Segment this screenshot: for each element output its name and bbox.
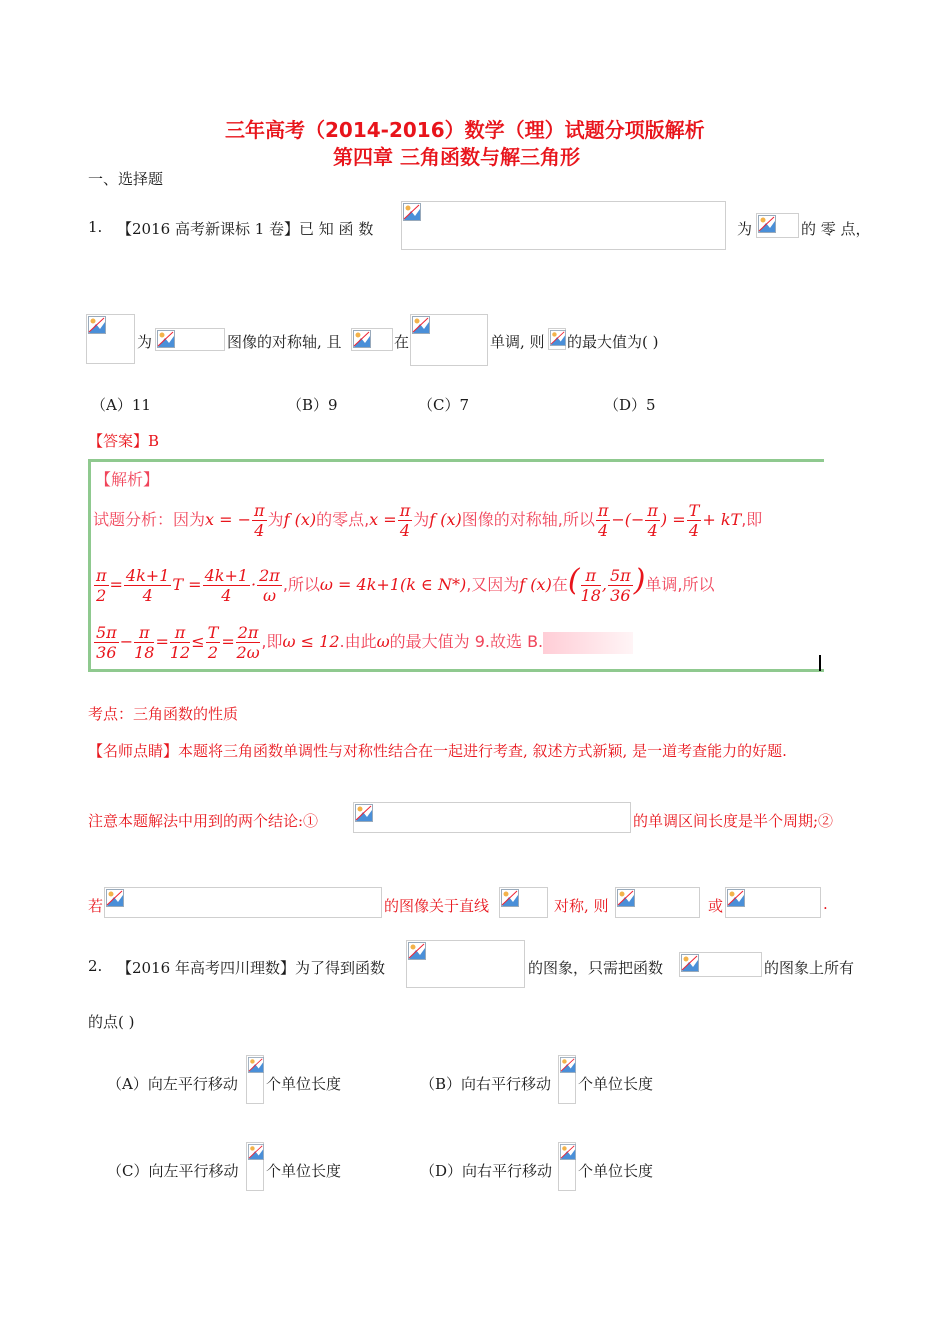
paren-right: ): [633, 563, 646, 598]
sol-text: 为: [267, 510, 284, 529]
numerator: 4k+1: [125, 566, 170, 585]
document-title: 三年高考（2014-2016）数学（理）试题分项版解析: [225, 118, 705, 142]
kaodian: 考点：三角函数的性质: [88, 705, 239, 723]
broken-image-icon: [617, 889, 635, 907]
fraction: [124, 566, 171, 605]
math-omega: ω: [376, 632, 390, 651]
q1-text-mono: 单调, 则: [490, 333, 545, 351]
q2-text-points: 的点( ): [88, 1013, 135, 1031]
formula-image-placeholder: [353, 802, 631, 833]
broken-image-icon: [88, 316, 106, 334]
formula-image-placeholder: [679, 952, 762, 977]
math-op: =: [221, 632, 235, 651]
math-fx: f (x): [519, 575, 552, 594]
q1-text-wei2: 为: [137, 333, 153, 351]
denominator: 4: [254, 521, 265, 540]
numerator: π: [597, 501, 609, 520]
sol-text: ,即: [261, 632, 283, 651]
formula-image-placeholder: [548, 328, 566, 350]
broken-image-icon: [560, 1144, 578, 1162]
numerator: 5π: [96, 623, 117, 642]
math-x2: x =: [369, 510, 397, 529]
denominator: 4: [221, 586, 232, 605]
formula-image-placeholder: [499, 887, 548, 918]
q2-source: 【2016 年高考四川理数】为了得到函数: [117, 959, 385, 977]
solution-line-1: [93, 498, 762, 542]
math-op: ≤: [191, 632, 205, 651]
denominator: 4: [688, 521, 700, 540]
broken-image-icon: [248, 1057, 266, 1075]
fraction: [596, 501, 611, 540]
q2-option-c[interactable]: （C）向左平行移动: [107, 1162, 239, 1180]
broken-image-icon: [403, 203, 421, 221]
broken-image-icon: [248, 1144, 266, 1162]
denominator: 18: [580, 586, 601, 605]
numerator: π: [134, 623, 154, 643]
formula-image-placeholder: [104, 887, 382, 918]
numerator: T: [688, 501, 700, 520]
q1-text-zai: 在: [394, 333, 410, 351]
note2-text-c: 对称, 则: [554, 897, 609, 915]
math-x: x = −: [205, 510, 252, 529]
broken-image-icon: [355, 804, 373, 822]
note1-text-b: 的单调区间长度是半个周期;②: [633, 812, 834, 830]
q1-text-wei: 为: [737, 220, 753, 238]
broken-image-icon: [412, 316, 430, 334]
fraction: [94, 623, 119, 662]
mingshi-note: 【名师点睛】本题将三角函数单调性与对称性结合在一起进行考查, 叙述方式新颖, 是一道考查能力的好题.: [88, 742, 787, 760]
broken-image-icon: [501, 889, 519, 907]
q1-answer: 【答案】B: [88, 432, 160, 450]
broken-image-icon: [106, 889, 124, 907]
formula-image-placeholder: [756, 213, 799, 238]
note2-text-d: 或: [708, 897, 724, 915]
denominator: 4: [647, 521, 658, 540]
math-op: ·: [251, 575, 257, 594]
fraction: [206, 623, 221, 662]
math-op: −(−: [611, 510, 645, 529]
fraction: [608, 566, 633, 605]
formula-image-placeholder: [246, 1055, 264, 1104]
sol-text: ,即: [741, 510, 763, 529]
note2-text-a: 若: [88, 897, 104, 915]
denominator: 4: [597, 521, 609, 540]
q2-option-d[interactable]: （D）向右平行移动: [420, 1162, 553, 1180]
fraction: [645, 501, 660, 540]
math-omega: ω = 4k+1(k ∈ N*): [319, 575, 467, 594]
numerator: 2π: [259, 566, 280, 585]
sol-text: 为: [413, 510, 430, 529]
fraction: [581, 566, 601, 605]
formula-image-placeholder: [351, 328, 393, 351]
numerator: 5π: [610, 566, 631, 585]
formula-image-placeholder: [401, 201, 726, 250]
denominator: 2: [96, 586, 107, 605]
math-op: =: [155, 632, 169, 651]
q1-option-b[interactable]: （B）9: [287, 396, 338, 414]
math-fx: f (x): [283, 510, 317, 529]
formula-image-placeholder: [406, 940, 525, 988]
note2-text-b: 的图像关于直线: [384, 897, 490, 915]
q2-option-a-unit: 个单位长度: [266, 1075, 342, 1093]
q1-text-max: 的最大值为( ): [567, 333, 659, 351]
sol-text: 的零点,: [316, 510, 370, 529]
q1-text-axis: 图像的对称轴, 且: [227, 333, 342, 351]
fraction: [170, 623, 190, 662]
q2-option-b[interactable]: （B）向右平行移动: [420, 1075, 552, 1093]
math-op: ) =: [660, 510, 686, 529]
fraction: [257, 566, 282, 605]
denominator: 4: [399, 521, 411, 540]
sol-text: ,又因为: [466, 575, 520, 594]
fraction: [398, 501, 413, 540]
sol-text: 单调,所以: [645, 575, 715, 594]
numerator: 4k+1: [204, 566, 249, 585]
sol-text: .由此: [339, 632, 377, 651]
broken-image-icon: [353, 330, 371, 348]
numerator: 2π: [237, 623, 259, 642]
denominator: 36: [610, 586, 631, 605]
formula-image-placeholder: [725, 887, 821, 918]
sol-text: 在: [551, 575, 568, 594]
formula-image-placeholder: [615, 887, 700, 918]
q2-option-b-unit: 个单位长度: [578, 1075, 654, 1093]
chapter-title: 第四章 三角函数与解三角形: [333, 145, 580, 169]
q1-text-zero: 的 零 点，: [801, 220, 871, 238]
denominator: 2: [207, 643, 219, 662]
formula-image-placeholder: [410, 314, 488, 366]
numerator: T: [207, 623, 219, 642]
formula-image-placeholder: [558, 1055, 576, 1104]
broken-image-icon: [560, 1057, 578, 1075]
denominator: 12: [169, 643, 191, 662]
fraction: [236, 623, 261, 662]
sol-text: 图像的对称轴,所以: [461, 510, 595, 529]
broken-image-icon: [408, 942, 426, 960]
q2-text-all: 的图象上所有: [764, 959, 855, 977]
fraction: [134, 623, 154, 662]
broken-image-icon: [157, 330, 175, 348]
numerator: π: [170, 623, 190, 643]
solution-line-2: [93, 559, 715, 603]
text-cursor: [819, 655, 821, 671]
math-fx: f (x): [429, 510, 462, 529]
denominator: 36: [96, 643, 117, 662]
q2-number: 2.: [88, 957, 103, 975]
math-op: T =: [172, 575, 202, 594]
paren-left: (: [567, 563, 580, 598]
numerator: π: [254, 501, 265, 520]
denominator: ω: [262, 586, 276, 605]
fraction: [94, 566, 109, 605]
note2-text-e: .: [823, 895, 828, 913]
numerator: π: [399, 501, 411, 520]
math-op: =: [109, 575, 123, 594]
sol-text: 的最大值为 9.故选 B.: [389, 632, 544, 651]
q1-number: 1.: [88, 218, 103, 236]
math-op: + kT: [702, 510, 742, 529]
comma: ,: [601, 575, 607, 594]
solution-line-3: [93, 620, 633, 664]
fraction: [252, 501, 267, 540]
note1-text: 注意本题解法中用到的两个结论:①: [88, 812, 319, 830]
q2-text-img: 的图象，只需把函数: [528, 959, 664, 977]
sol-text: 试题分析：因为: [93, 510, 206, 529]
numerator: π: [96, 566, 107, 585]
broken-image-icon: [758, 215, 776, 233]
section-heading: 一、选择题: [88, 170, 164, 188]
denominator: 2ω: [236, 643, 260, 662]
math-op: −: [119, 632, 134, 651]
numerator: π: [647, 501, 658, 520]
q2-option-c-unit: 个单位长度: [266, 1162, 342, 1180]
analysis-label: 【解析】: [95, 470, 160, 489]
formula-image-placeholder: [558, 1142, 576, 1191]
denominator: 4: [142, 586, 153, 605]
sol-text: ,所以: [282, 575, 320, 594]
fraction: [203, 566, 250, 605]
broken-image-icon: [727, 889, 745, 907]
formula-image-placeholder: [155, 328, 225, 351]
q2-option-d-unit: 个单位长度: [578, 1162, 654, 1180]
formula-image-placeholder: [86, 314, 135, 364]
numerator: π: [581, 566, 601, 586]
q1-option-c[interactable]: （C）7: [418, 396, 470, 414]
broken-image-icon: [681, 954, 699, 972]
q1-option-d[interactable]: （D）5: [604, 396, 656, 414]
fraction: [687, 501, 702, 540]
q2-option-a[interactable]: （A）向左平行移动: [107, 1075, 238, 1093]
formula-image-placeholder: [246, 1142, 264, 1191]
broken-image-icon: [550, 330, 568, 348]
math-omega-le: ω ≤ 12: [282, 632, 340, 651]
denominator: 18: [134, 643, 155, 662]
watermark-blur: [543, 632, 633, 654]
q1-option-a[interactable]: （A）11: [91, 396, 151, 414]
q1-source: 【2016 高考新课标 1 卷】已 知 函 数: [117, 220, 374, 238]
